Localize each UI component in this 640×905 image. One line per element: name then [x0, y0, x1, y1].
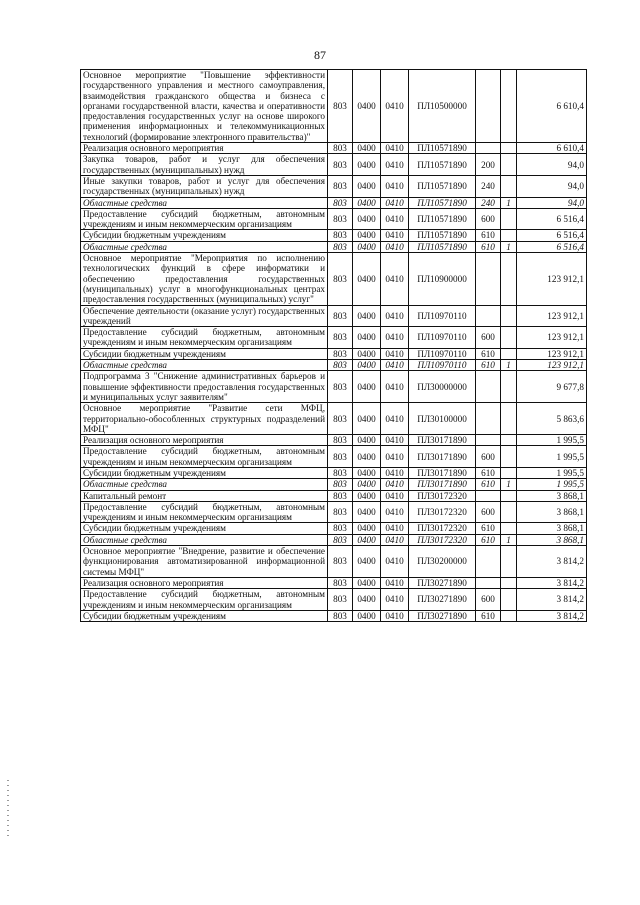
row-name-cell: Субсидии бюджетным учреждениям — [81, 610, 328, 621]
row-name-cell: Закупка товаров, работ и услуг для обеспечения государственных (муниципальных) нужд — [81, 154, 328, 176]
expense-type-cell: 200 — [476, 154, 501, 176]
subsection-code-cell: 0410 — [381, 546, 409, 578]
admin-code-cell: 803 — [328, 230, 353, 241]
section-code-cell: 0400 — [353, 523, 381, 534]
row-name-cell: Предоставление субсидий бюджетным, автономным учреждениям и иным некоммерческим организациям — [81, 501, 328, 523]
expense-type-cell — [476, 403, 501, 435]
funding-source-cell — [501, 577, 517, 588]
table-row — [81, 490, 587, 501]
amount-cell: 123 912,1 — [517, 360, 587, 371]
subsection-code-cell: 0410 — [381, 577, 409, 588]
admin-code-cell: 803 — [328, 523, 353, 534]
section-code-cell: 0400 — [353, 208, 381, 230]
admin-code-cell: 803 — [328, 546, 353, 578]
row-name-cell: Областные средства — [81, 534, 328, 545]
funding-source-row — [81, 534, 587, 545]
funding-source-row — [81, 241, 587, 252]
page-number: 87 — [314, 48, 326, 62]
target-article-cell: ПЛ10970110 — [409, 327, 476, 349]
admin-code-cell: 803 — [328, 577, 353, 588]
row-name-cell: Субсидии бюджетным учреждениям — [81, 230, 328, 241]
row-name-cell: Основное мероприятие "Развитие сети МФЦ, территориально-обособленных структурных подразделений МФЦ" — [81, 403, 328, 435]
expense-type-cell: 610 — [476, 360, 501, 371]
funding-source-cell — [501, 208, 517, 230]
admin-code-cell: 803 — [328, 154, 353, 176]
target-article-cell: ПЛ30171890 — [409, 446, 476, 468]
margin-dots — [7, 780, 9, 840]
row-name-cell: Областные средства — [81, 241, 328, 252]
amount-cell: 1 995,5 — [517, 435, 587, 446]
expense-type-cell: 610 — [476, 479, 501, 490]
section-code-cell: 0400 — [353, 371, 381, 403]
target-article-cell: ПЛ10571890 — [409, 208, 476, 230]
funding-source-cell: 1 — [501, 197, 517, 208]
subsection-code-cell: 0410 — [381, 371, 409, 403]
subsection-code-cell: 0410 — [381, 403, 409, 435]
amount-cell: 123 912,1 — [517, 327, 587, 349]
section-code-cell: 0400 — [353, 230, 381, 241]
target-article-cell: ПЛ30171890 — [409, 435, 476, 446]
expense-type-cell: 610 — [476, 610, 501, 621]
table-row — [81, 143, 587, 154]
expense-type-cell — [476, 577, 501, 588]
expense-type-cell: 240 — [476, 197, 501, 208]
target-article-cell: ПЛ10970110 — [409, 348, 476, 359]
subsection-code-cell: 0410 — [381, 348, 409, 359]
table-row — [81, 523, 587, 534]
section-code-cell: 0400 — [353, 403, 381, 435]
amount-cell: 9 677,8 — [517, 371, 587, 403]
admin-code-cell: 803 — [328, 589, 353, 611]
funding-source-cell — [501, 253, 517, 305]
admin-code-cell: 803 — [328, 360, 353, 371]
expense-type-cell — [476, 490, 501, 501]
amount-cell: 94,0 — [517, 154, 587, 176]
expense-type-cell: 610 — [476, 241, 501, 252]
section-code-cell: 0400 — [353, 154, 381, 176]
funding-source-cell — [501, 70, 517, 143]
section-code-cell: 0400 — [353, 305, 381, 327]
subsection-code-cell: 0410 — [381, 534, 409, 545]
row-name-cell: Обеспечение деятельности (оказание услуг) государственных учреждений — [81, 305, 328, 327]
row-name-cell: Предоставление субсидий бюджетным, автономным учреждениям и иным некоммерческим организациям — [81, 446, 328, 468]
expense-type-cell: 610 — [476, 348, 501, 359]
funding-source-row — [81, 360, 587, 371]
amount-cell: 3 814,2 — [517, 546, 587, 578]
amount-cell: 123 912,1 — [517, 305, 587, 327]
row-name-cell: Предоставление субсидий бюджетным, автономным учреждениям и иным некоммерческим организациям — [81, 208, 328, 230]
funding-source-cell — [501, 467, 517, 478]
table-row — [81, 589, 587, 611]
amount-cell: 123 912,1 — [517, 348, 587, 359]
amount-cell: 3 814,2 — [517, 610, 587, 621]
target-article-cell: ПЛ30100000 — [409, 403, 476, 435]
table-row — [81, 208, 587, 230]
row-name-cell: Капитальный ремонт — [81, 490, 328, 501]
funding-source-cell: 1 — [501, 241, 517, 252]
target-article-cell: ПЛ30271890 — [409, 589, 476, 611]
subsection-code-cell: 0410 — [381, 610, 409, 621]
target-article-cell: ПЛ30171890 — [409, 467, 476, 478]
amount-cell: 3 814,2 — [517, 577, 587, 588]
admin-code-cell: 803 — [328, 70, 353, 143]
table-row — [81, 371, 587, 403]
subsection-code-cell: 0410 — [381, 208, 409, 230]
subsection-code-cell: 0410 — [381, 143, 409, 154]
row-name-cell: Субсидии бюджетным учреждениям — [81, 523, 328, 534]
admin-code-cell: 803 — [328, 253, 353, 305]
subsection-code-cell: 0410 — [381, 360, 409, 371]
funding-source-cell — [501, 523, 517, 534]
expense-type-cell — [476, 305, 501, 327]
section-code-cell: 0400 — [353, 175, 381, 197]
subsection-code-cell: 0410 — [381, 523, 409, 534]
target-article-cell: ПЛ10571890 — [409, 241, 476, 252]
target-article-cell: ПЛ30172320 — [409, 501, 476, 523]
admin-code-cell: 803 — [328, 479, 353, 490]
target-article-cell: ПЛ10500000 — [409, 70, 476, 143]
expense-type-cell: 600 — [476, 501, 501, 523]
row-name-cell: Основное мероприятие "Повышение эффективности государственного управления и местного самоуправления, взаимодействия гражданского общества и бизнеса с органами государственной власти, качества и оперативности предоставления государственных услуг на основе широкого применения информационных и телекоммуникационных технологий (формирование электронного правительства)" — [81, 70, 328, 143]
table-row — [81, 154, 587, 176]
table-row — [81, 501, 587, 523]
funding-source-cell — [501, 403, 517, 435]
amount-cell: 3 868,1 — [517, 501, 587, 523]
subsection-code-cell: 0410 — [381, 241, 409, 252]
admin-code-cell: 803 — [328, 348, 353, 359]
target-article-cell: ПЛ10900000 — [409, 253, 476, 305]
section-code-cell: 0400 — [353, 610, 381, 621]
section-code-cell: 0400 — [353, 348, 381, 359]
funding-source-cell — [501, 490, 517, 501]
section-code-cell: 0400 — [353, 501, 381, 523]
expense-type-cell: 600 — [476, 208, 501, 230]
expense-type-cell: 600 — [476, 446, 501, 468]
admin-code-cell: 803 — [328, 534, 353, 545]
row-name-cell: Подпрограмма 3 "Снижение административных барьеров и повышение эффективности предоставления государственных и муниципальных услуг заявителям" — [81, 371, 328, 403]
funding-source-cell — [501, 501, 517, 523]
table-row — [81, 175, 587, 197]
amount-cell: 3 868,1 — [517, 490, 587, 501]
funding-source-cell — [501, 589, 517, 611]
admin-code-cell: 803 — [328, 610, 353, 621]
section-code-cell: 0400 — [353, 490, 381, 501]
target-article-cell: ПЛ30171890 — [409, 479, 476, 490]
amount-cell: 3 868,1 — [517, 534, 587, 545]
expense-type-cell: 610 — [476, 230, 501, 241]
amount-cell: 5 863,6 — [517, 403, 587, 435]
funding-source-cell — [501, 435, 517, 446]
funding-source-cell — [501, 371, 517, 403]
funding-source-cell — [501, 348, 517, 359]
row-name-cell: Субсидии бюджетным учреждениям — [81, 467, 328, 478]
section-code-cell: 0400 — [353, 253, 381, 305]
funding-source-cell — [501, 154, 517, 176]
table-row — [81, 348, 587, 359]
amount-cell: 1 995,5 — [517, 479, 587, 490]
section-code-cell: 0400 — [353, 70, 381, 143]
admin-code-cell: 803 — [328, 175, 353, 197]
subsection-code-cell: 0410 — [381, 230, 409, 241]
row-name-cell: Областные средства — [81, 479, 328, 490]
expense-type-cell: 600 — [476, 589, 501, 611]
admin-code-cell: 803 — [328, 435, 353, 446]
subsection-code-cell: 0410 — [381, 435, 409, 446]
amount-cell: 123 912,1 — [517, 253, 587, 305]
section-code-cell: 0400 — [353, 197, 381, 208]
subsection-code-cell: 0410 — [381, 327, 409, 349]
amount-cell: 3 814,2 — [517, 589, 587, 611]
row-name-cell: Реализация основного мероприятия — [81, 435, 328, 446]
row-name-cell: Иные закупки товаров, работ и услуг для обеспечения государственных (муниципальных) нужд — [81, 175, 328, 197]
row-name-cell: Субсидии бюджетным учреждениям — [81, 348, 328, 359]
expense-type-cell: 610 — [476, 534, 501, 545]
admin-code-cell: 803 — [328, 467, 353, 478]
row-name-cell: Реализация основного мероприятия — [81, 577, 328, 588]
section-code-cell: 0400 — [353, 241, 381, 252]
row-name-cell: Предоставление субсидий бюджетным, автономным учреждениям и иным некоммерческим организациям — [81, 589, 328, 611]
subsection-code-cell: 0410 — [381, 70, 409, 143]
target-article-cell: ПЛ30271890 — [409, 610, 476, 621]
section-code-cell: 0400 — [353, 546, 381, 578]
target-article-cell: ПЛ10970110 — [409, 360, 476, 371]
table-row — [81, 327, 587, 349]
section-code-cell: 0400 — [353, 534, 381, 545]
funding-source-cell — [501, 610, 517, 621]
subsection-code-cell: 0410 — [381, 253, 409, 305]
funding-source-cell — [501, 546, 517, 578]
table-row — [81, 253, 587, 305]
row-name-cell: Областные средства — [81, 197, 328, 208]
table-row — [81, 70, 587, 143]
row-name-cell: Основное мероприятие "Мероприятия по исполнению технологических функций в сфере информатики и обеспечению предоставления государственных (муниципальных) услуг в многофункциональных центрах предоставления государственных (муниципальных) услуг" — [81, 253, 328, 305]
table-row — [81, 403, 587, 435]
expense-type-cell: 240 — [476, 175, 501, 197]
subsection-code-cell: 0410 — [381, 589, 409, 611]
target-article-cell: ПЛ10571890 — [409, 230, 476, 241]
target-article-cell: ПЛ10571890 — [409, 154, 476, 176]
admin-code-cell: 803 — [328, 327, 353, 349]
section-code-cell: 0400 — [353, 143, 381, 154]
amount-cell: 6 610,4 — [517, 143, 587, 154]
target-article-cell: ПЛ30200000 — [409, 546, 476, 578]
table-row — [81, 230, 587, 241]
table-row — [81, 467, 587, 478]
admin-code-cell: 803 — [328, 403, 353, 435]
section-code-cell: 0400 — [353, 479, 381, 490]
expense-type-cell — [476, 253, 501, 305]
table-row — [81, 610, 587, 621]
amount-cell: 94,0 — [517, 197, 587, 208]
funding-source-cell: 1 — [501, 360, 517, 371]
target-article-cell: ПЛ10571890 — [409, 197, 476, 208]
section-code-cell: 0400 — [353, 360, 381, 371]
expense-type-cell — [476, 70, 501, 143]
target-article-cell: ПЛ10970110 — [409, 305, 476, 327]
subsection-code-cell: 0410 — [381, 490, 409, 501]
admin-code-cell: 803 — [328, 305, 353, 327]
funding-source-cell — [501, 143, 517, 154]
section-code-cell: 0400 — [353, 589, 381, 611]
target-article-cell: ПЛ30172320 — [409, 534, 476, 545]
table-row — [81, 446, 587, 468]
section-code-cell: 0400 — [353, 446, 381, 468]
amount-cell: 1 995,5 — [517, 467, 587, 478]
admin-code-cell: 803 — [328, 197, 353, 208]
section-code-cell: 0400 — [353, 435, 381, 446]
subsection-code-cell: 0410 — [381, 305, 409, 327]
subsection-code-cell: 0410 — [381, 501, 409, 523]
funding-source-cell — [501, 446, 517, 468]
funding-source-row — [81, 197, 587, 208]
subsection-code-cell: 0410 — [381, 446, 409, 468]
section-code-cell: 0400 — [353, 467, 381, 478]
admin-code-cell: 803 — [328, 143, 353, 154]
section-code-cell: 0400 — [353, 327, 381, 349]
subsection-code-cell: 0410 — [381, 467, 409, 478]
target-article-cell: ПЛ30172320 — [409, 490, 476, 501]
target-article-cell: ПЛ10571890 — [409, 143, 476, 154]
budget-table — [80, 69, 587, 622]
subsection-code-cell: 0410 — [381, 154, 409, 176]
subsection-code-cell: 0410 — [381, 479, 409, 490]
admin-code-cell: 803 — [328, 490, 353, 501]
row-name-cell: Предоставление субсидий бюджетным, автономным учреждениям и иным некоммерческим организациям — [81, 327, 328, 349]
amount-cell: 6 516,4 — [517, 241, 587, 252]
subsection-code-cell: 0410 — [381, 175, 409, 197]
target-article-cell: ПЛ30271890 — [409, 577, 476, 588]
row-name-cell: Основное мероприятие "Внедрение, развитие и обеспечение функционирования автоматизированной информационной системы МФЦ" — [81, 546, 328, 578]
funding-source-cell — [501, 175, 517, 197]
expense-type-cell: 610 — [476, 467, 501, 478]
expense-type-cell — [476, 546, 501, 578]
funding-source-row — [81, 479, 587, 490]
subsection-code-cell: 0410 — [381, 197, 409, 208]
amount-cell: 6 516,4 — [517, 208, 587, 230]
funding-source-cell: 1 — [501, 479, 517, 490]
section-code-cell: 0400 — [353, 577, 381, 588]
target-article-cell: ПЛ30000000 — [409, 371, 476, 403]
budget-table-body — [81, 70, 587, 622]
admin-code-cell: 803 — [328, 371, 353, 403]
funding-source-cell — [501, 305, 517, 327]
table-row — [81, 546, 587, 578]
amount-cell: 94,0 — [517, 175, 587, 197]
expense-type-cell — [476, 143, 501, 154]
expense-type-cell: 610 — [476, 523, 501, 534]
table-row — [81, 305, 587, 327]
amount-cell: 6 516,4 — [517, 230, 587, 241]
table-row — [81, 435, 587, 446]
row-name-cell: Областные средства — [81, 360, 328, 371]
expense-type-cell: 600 — [476, 327, 501, 349]
expense-type-cell — [476, 371, 501, 403]
funding-source-cell: 1 — [501, 534, 517, 545]
amount-cell: 3 868,1 — [517, 523, 587, 534]
amount-cell: 6 610,4 — [517, 70, 587, 143]
amount-cell: 1 995,5 — [517, 446, 587, 468]
admin-code-cell: 803 — [328, 241, 353, 252]
target-article-cell: ПЛ10571890 — [409, 175, 476, 197]
admin-code-cell: 803 — [328, 208, 353, 230]
table-row — [81, 577, 587, 588]
admin-code-cell: 803 — [328, 501, 353, 523]
row-name-cell: Реализация основного мероприятия — [81, 143, 328, 154]
admin-code-cell: 803 — [328, 446, 353, 468]
funding-source-cell — [501, 230, 517, 241]
funding-source-cell — [501, 327, 517, 349]
expense-type-cell — [476, 435, 501, 446]
target-article-cell: ПЛ30172320 — [409, 523, 476, 534]
